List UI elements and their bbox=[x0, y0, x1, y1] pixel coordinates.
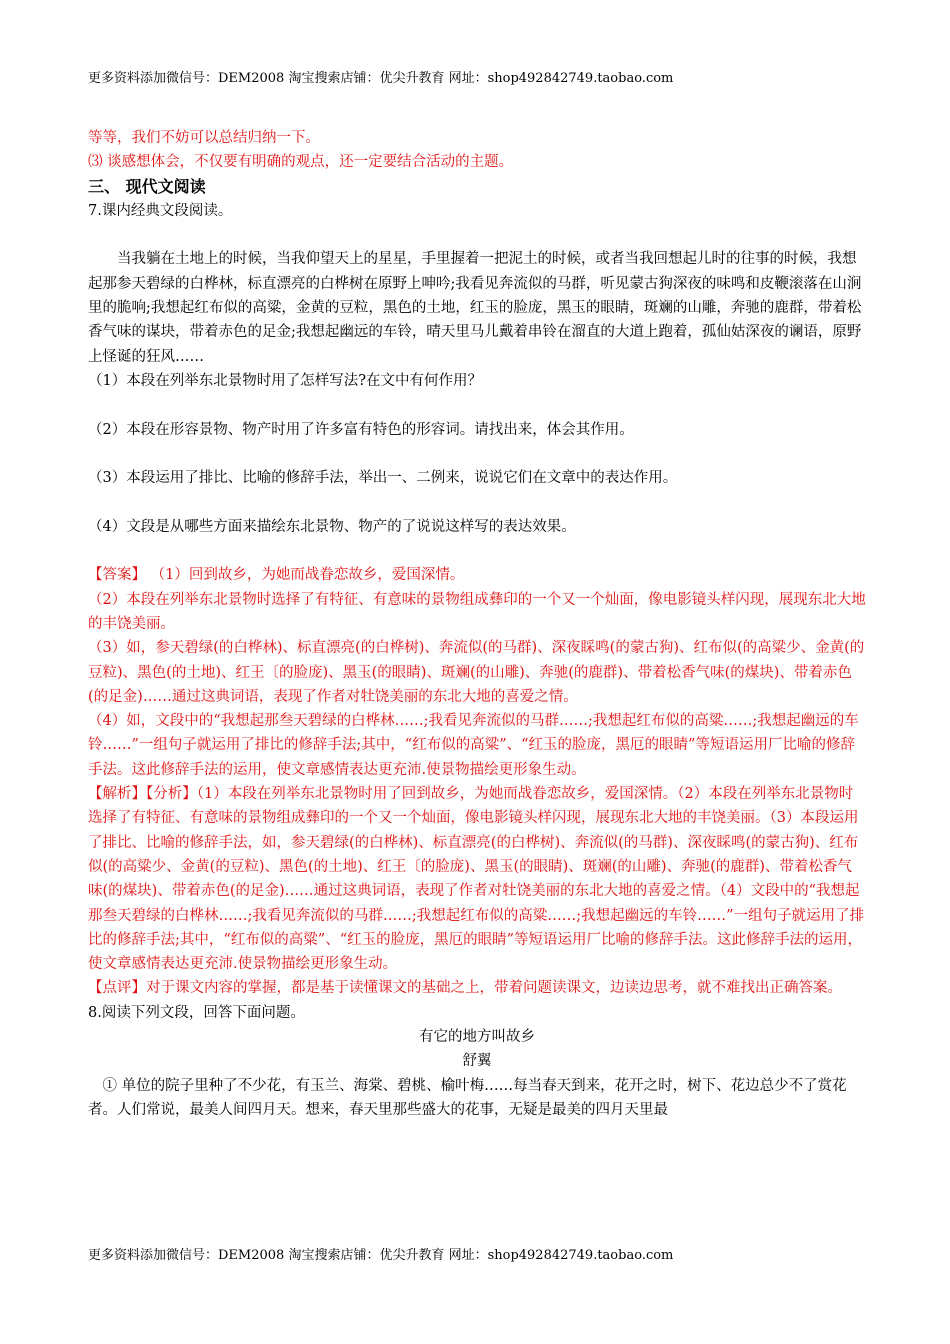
page-header: 更多资料添加微信号：DEM2008 淘宝搜索店铺：优尖升教育 网址：shop492842749.taobao.com bbox=[88, 71, 674, 86]
spacer bbox=[88, 223, 866, 247]
document-body bbox=[88, 126, 866, 1122]
comment bbox=[88, 976, 866, 1000]
answer-block bbox=[88, 563, 866, 1000]
spacer bbox=[88, 490, 866, 514]
article-title: 有它的地方叫故乡 bbox=[419, 1028, 535, 1045]
analysis-label: 【解析】【分析】 bbox=[88, 786, 197, 803]
intro-line-1: 等等，我们不妨可以总结归纳一下。 bbox=[88, 130, 320, 146]
answer-3: （3）如，参天碧绿(的白桦林)、标直漂亮(的白桦树)、奔流似(的马群)、深夜睬鸣(的蒙古狗)、红布似(的高粱少、金黄(的豆粒)、黑色(的土地)、红王〔的脸庞)、黑玉(的眼睛)、斑斓(的山雕)、奔驰(的鹿群)、带着松香气味(的煤块)、带着赤色(的足金)……通过这典词语，表现了作者对牡饶美丽的东北大地的喜爱之情。 bbox=[88, 640, 865, 705]
article-author: 舒翼 bbox=[462, 1053, 492, 1070]
spacer bbox=[88, 442, 866, 466]
comment-label: 【点评】 bbox=[88, 980, 146, 997]
question-7-2: （2）本段在形容景物、物产时用了许多富有特色的形容词。请找出来，体会其作用。 bbox=[88, 421, 634, 438]
spacer bbox=[88, 393, 866, 417]
answer-1 bbox=[88, 563, 866, 587]
comment-text: 对于课文内容的掌握，都是基于读懂课文的基础之上，带着问题读课文，边读边思考，就不难找出正确答案。 bbox=[146, 980, 842, 997]
question-7-3: （3）本段运用了排比、比喻的修辞手法，举出一、二例来，说说它们在文章中的表达作用。 bbox=[88, 470, 678, 487]
reading-passage: 当我躺在土地上的时候，当我仰望天上的星星，手里握着一把泥土的时候，或者当我回想起儿时的往事的时候，我想起那参天碧绿的白桦林，标直漂亮的白桦树在原野上呻吟;我看见奔流似的马群，听见蒙古狗深夜的味鸣和皮鞭滚落在山涧里的脆响;我想起红布似的高粱，金黄的豆粒，黑色的土地，红玉的脸庞，黑玉的眼睛，斑斓的山雕，奔驰的鹿群，带着松香气味的谋块，带着赤色的足金;我想起幽远的车铃，晴天里马儿戴着串铃在溜直的大道上跑着，孤仙姑深夜的谰语，原野上怪诞的狂风…… bbox=[88, 251, 862, 365]
section-heading: 三、 现代文阅读 bbox=[88, 176, 206, 196]
article-paragraph-1: ① 单位的院子里种了不少花，有玉兰、海棠、碧桃、榆叶梅……每当春天到来，花开之时，树下、花边总少不了赏花者。人们常说，最美人间四月天。想来，春天里那些盛大的花事，无疑是最美的四月天里最 bbox=[88, 1077, 847, 1118]
question-7-4: （4）文段是从哪些方面来描绘东北景物、物产的了说说这样写的表达效果。 bbox=[88, 518, 576, 535]
intro-line-2: ⑶ 谈感想体会，不仅要有明确的观点，还一定要结合活动的主题。 bbox=[88, 154, 514, 171]
question-7-1: （1）本段在列举东北景物时用了怎样写法?在文中有何作用？ bbox=[88, 372, 482, 389]
answer-label: 【答案】 bbox=[88, 567, 146, 584]
question-7-title: 7.课内经典文段阅读。 bbox=[88, 202, 233, 219]
answer-2: （2）本段在列举东北景物时选择了有特征、有意味的景物组成彝印的一个又一个灿面，像电影镜头样闪现，展现东北大地的丰饶美丽。 bbox=[88, 591, 866, 632]
question-8-title: 8.阅读下列文段，回答下面问题。 bbox=[88, 1004, 305, 1021]
spacer bbox=[88, 539, 866, 563]
analysis-text: （1）本段在列举东北景物时用了回到故乡，为她而战眷恋故乡，爱国深情。（2）本段在列举东北景物时选择了有特征、有意味的景物组成彝印的一个又一个灿面，像电影镜头样闪现，展现东北大地的丰饶美丽。（3）本段运用了排比、比喻的修辞手法，如，参天碧绿(的白桦林)、标直漂亮(的白桦树)、奔流似(的马群)、深夜睬鸣(的蒙古狗)、红布似(的高粱少、金黄(的豆粒)、黑色(的土地)、红王〔的脸庞)、黑玉(的眼睛)、斑斓(的山雕)、奔驰(的鹿群)、带着松香气味(的煤块)、带着赤色(的足金)……通过这典词语，表现了作者对牡饶美丽的东北大地的喜爱之情。（4）文段中的“我想起那叁天碧绿的白桦林……;我看见奔流似的马群……;我想起红布似的高粱……;我想起幽远的车铃……”一组句子就运用了排比的修辞手法;其中，“红布似的高粱”、“红玉的脸庞，黑厄的眼睛”等短语运用厂比喻的修辞手法。这此修辞手法的运用，使文章感情表达更充沛.使景物描绘更形象生动。 bbox=[88, 786, 865, 973]
answer-1-text: （1）回到故乡，为她而战眷恋故乡，爱国深情。 bbox=[150, 567, 465, 584]
page-footer: 更多资料添加微信号：DEM2008 淘宝搜索店铺：优尖升教育 网址：shop492842749.taobao.com bbox=[88, 1248, 674, 1263]
analysis bbox=[88, 782, 866, 976]
answer-4: （4）如，文段中的“我想起那叁天碧绿的白桦林……;我看见奔流似的马群……;我想起红布似的高粱……;我想起幽远的车铃……”一组句子就运用了排比的修辞手法;其中，“红布似的高粱”、“红玉的脸庞，黑厄的眼睛”等短语运用厂比喻的修辞手法。这此修辞手法的运用，使文章感情表达更充沛.使景物描绘更形象生动。 bbox=[88, 713, 859, 778]
